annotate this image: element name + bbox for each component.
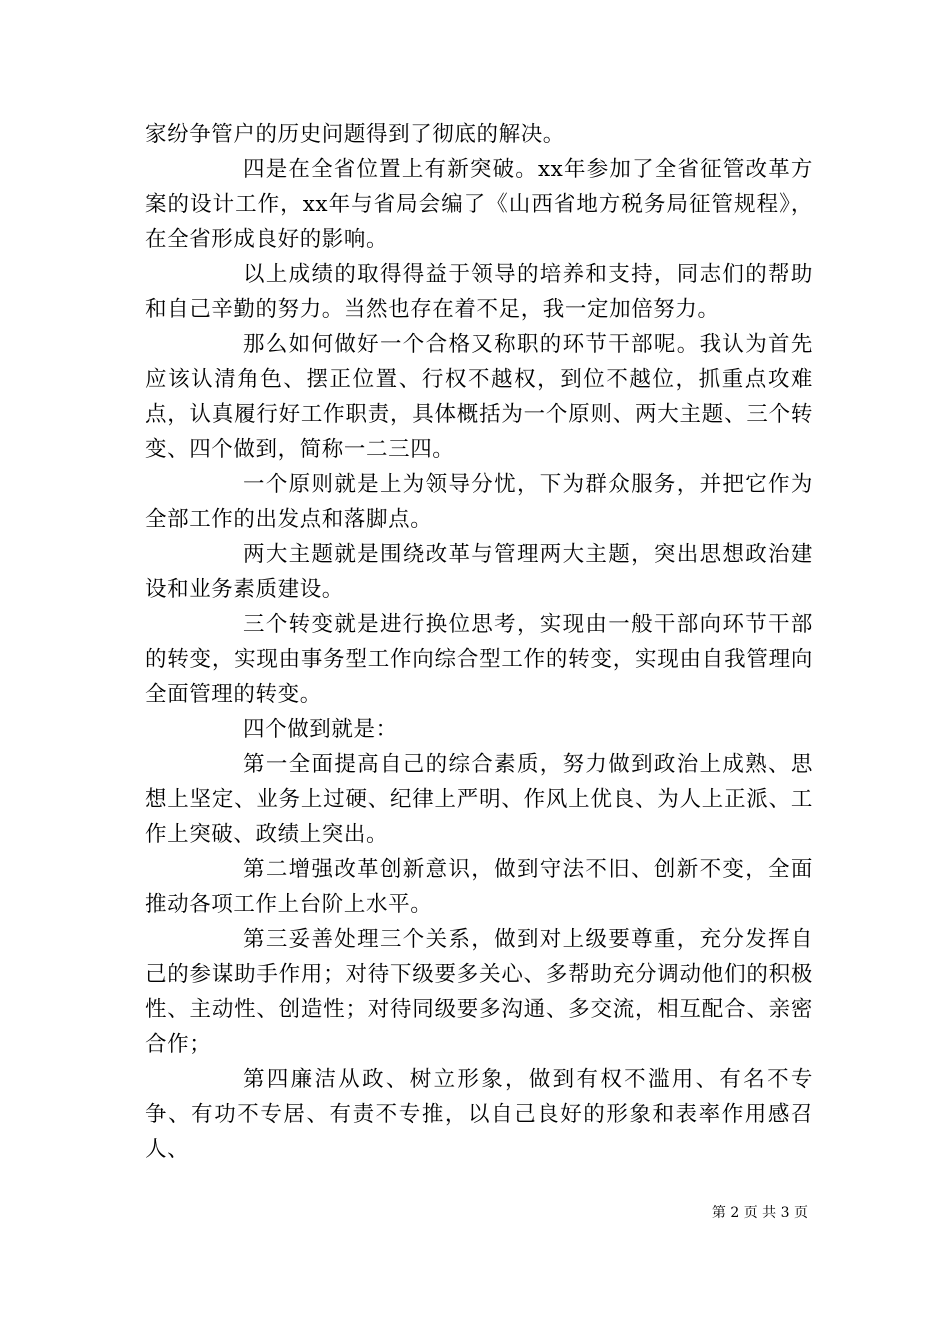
paragraph-8: 四个做到就是： <box>243 717 398 742</box>
paragraph-6: 两大主题就是围绕改革与管理两大主题，突出思想政治建设和业务素质建设。 <box>145 542 813 602</box>
paragraph-2: 四是在全省位置上有新突破。xx年参加了全省征管改革方案的设计工作，xx年与省局会编了《山西省地方税务局征管规程》，在全省形成良好的影响。 <box>145 157 813 252</box>
paragraph-3: 以上成绩的取得得益于领导的培养和支持，同志们的帮助和自己辛勤的努力。当然也存在着不足，我一定加倍努力。 <box>145 262 813 322</box>
page-number: 第 2 页 共 3 页 <box>711 1205 808 1221</box>
paragraph-7: 三个转变就是进行换位思考，实现由一般干部向环节干部的转变，实现由事务型工作向综合型工作的转变，实现由自我管理向全面管理的转变。 <box>145 612 813 707</box>
paragraph-12: 第四廉洁从政、树立形象，做到有权不滥用、有名不专争、有功不专居、有责不专推，以自己良好的形象和表率作用感召人、 <box>145 1067 813 1162</box>
paragraph-1: 家纷争管户的历史问题得到了彻底的解决。 <box>145 122 565 147</box>
paragraph-4: 那么如何做好一个合格又称职的环节干部呢。我认为首先应该认清角色、摆正位置、行权不越权，到位不越位，抓重点攻难点，认真履行好工作职责，具体概括为一个原则、两大主题、三个转变、四个做到，简称一二三四。 <box>145 332 813 462</box>
paragraph-11: 第三妥善处理三个关系，做到对上级要尊重，充分发挥自己的参谋助手作用；对待下级要多关心、多帮助充分调动他们的积极性、主动性、创造性；对待同级要多沟通、多交流，相互配合、亲密合作； <box>145 927 813 1057</box>
paragraph-5: 一个原则就是上为领导分忧，下为群众服务，并把它作为全部工作的出发点和落脚点。 <box>145 472 813 532</box>
document-body <box>145 117 813 1167</box>
paragraph-9: 第一全面提高自己的综合素质，努力做到政治上成熟、思想上坚定、业务上过硬、纪律上严明、作风上优良、为人上正派、工作上突破、政绩上突出。 <box>145 752 813 847</box>
paragraph-10: 第二增强改革创新意识，做到守法不旧、创新不变，全面推动各项工作上台阶上水平。 <box>145 857 813 917</box>
